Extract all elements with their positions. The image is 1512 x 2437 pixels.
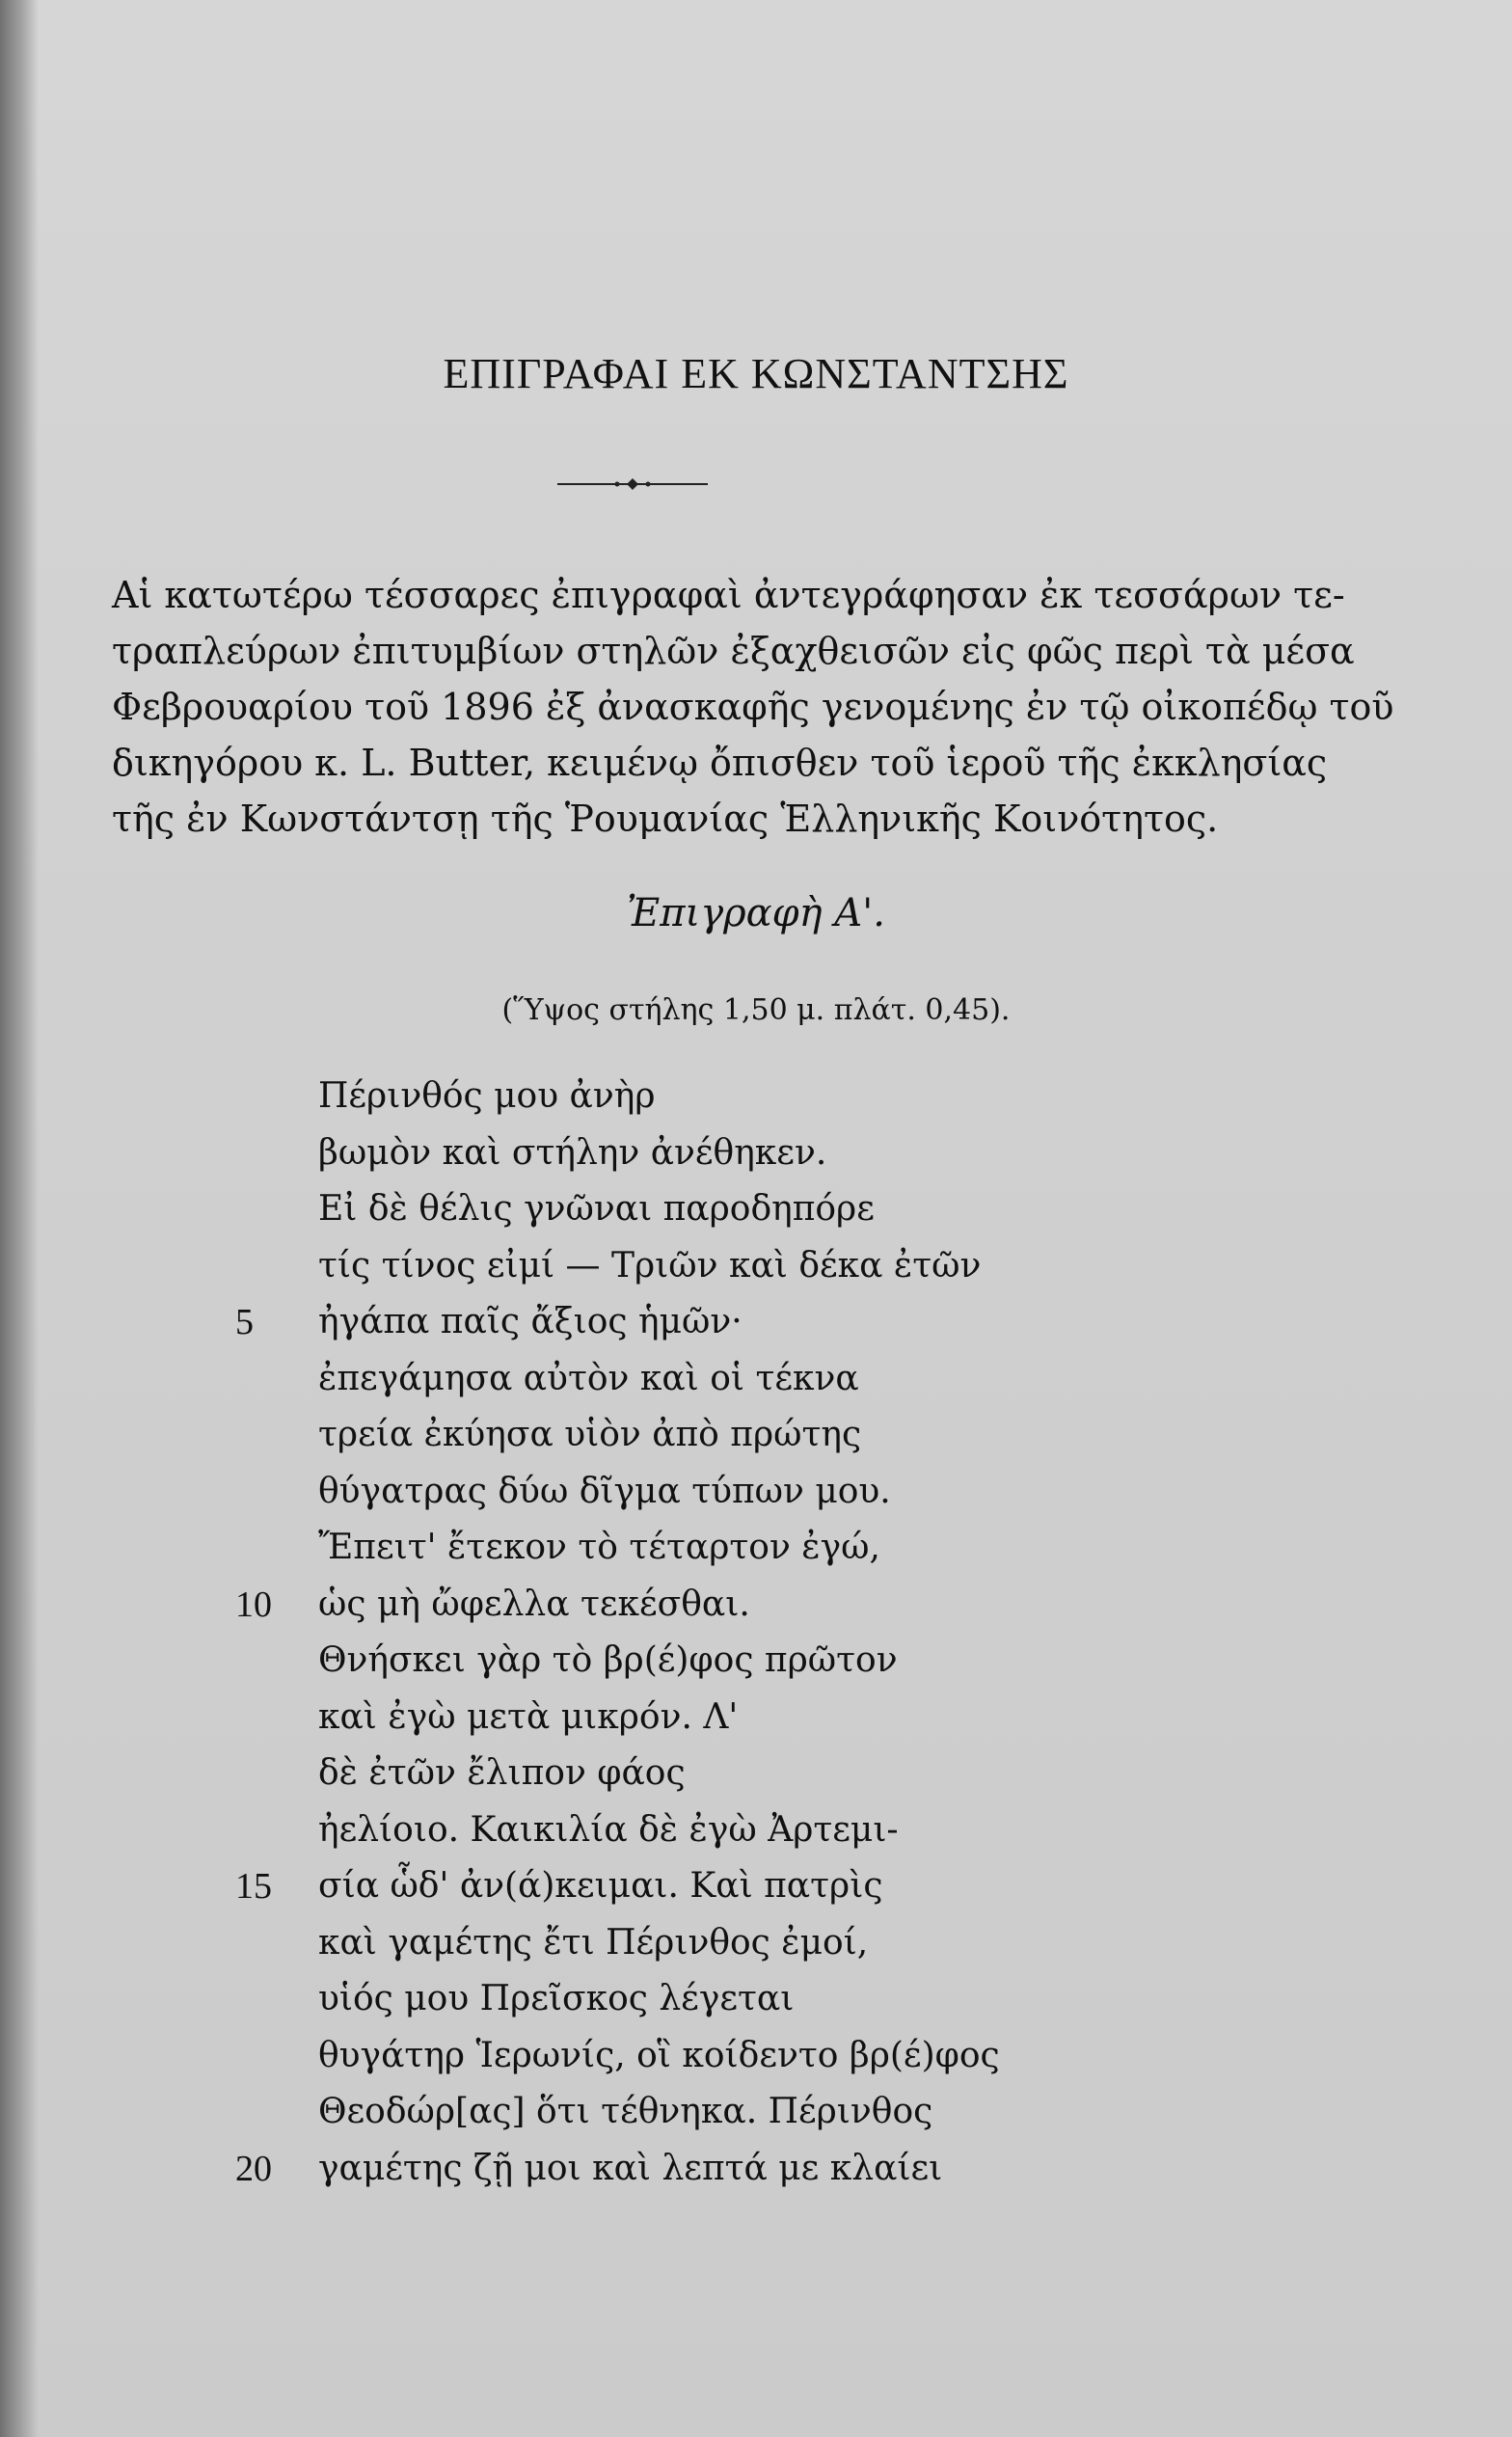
verse-number: 5 — [235, 1302, 254, 1342]
verse-text: υἱός μου Πρεῖσκος λέγεται — [318, 1979, 795, 2018]
verse-line — [0, 1181, 1512, 1238]
verse-line — [0, 1520, 1512, 1577]
verse-text: Πέρινθός μου ἀνὴρ — [318, 1076, 656, 1116]
verse-text: βωμὸν καὶ στήλην ἀνέθηκεν. — [318, 1132, 827, 1173]
intro-line: Αἱ κατωτέρω τέσσαρες ἐπιγραφαὶ ἀντεγράφησαν ἐκ τεσσάρων τε- — [112, 574, 1345, 616]
verse-text: δὲ ἐτῶν ἔλιπον φάος — [318, 1753, 686, 1793]
verse-line — [0, 1915, 1512, 1972]
verse-text: ἠελίοιο. Καικιλία δὲ ἐγὼ Ἀρτεμι- — [318, 1809, 899, 1850]
verse-text: Θνήσκει γὰρ τὸ βρ(έ)φος πρῶτον — [318, 1640, 898, 1680]
verse-line — [0, 1464, 1512, 1521]
introduction-paragraph — [112, 567, 1394, 847]
verse-line — [0, 1971, 1512, 2028]
verse-text: σία ὧδ' ἀν(ά)κειμαι. Καὶ πατρὶς — [318, 1866, 883, 1906]
inscription-dimensions: (Ὕψος στήλης 1,50 μ. πλάτ. 0,45). — [501, 993, 1011, 1027]
verse-text: Ἔπειτ' ἔτεκον τὸ τέταρτον ἐγώ, — [318, 1528, 880, 1567]
verse-line — [0, 1746, 1512, 1802]
verse-number: 20 — [235, 2148, 272, 2189]
verse-line — [0, 1858, 1512, 1915]
verse-line — [0, 2141, 1512, 2198]
verse-line — [0, 1407, 1512, 1464]
verse-text: Θεοδώρ[ας] ὅτι τέθνηκα. Πέρινθος — [318, 2092, 933, 2131]
verse-number: 15 — [235, 1866, 272, 1907]
verse-text: τρεία ἐκύησα υἱὸν ἀπὸ πρώτης — [318, 1415, 862, 1454]
verse-line — [0, 1633, 1512, 1690]
verse-text: καὶ γαμέτης ἔτι Πέρινθος ἐμοί, — [318, 1922, 869, 1963]
verse-line — [0, 2028, 1512, 2085]
verse-line — [0, 1351, 1512, 1408]
verse-text: Εἰ δὲ θέλις γνῶναι παροδηπόρε — [318, 1189, 875, 1229]
verse-text: ἠγάπα παῖς ἄξιος ἡμῶν· — [318, 1302, 742, 1341]
verse-line — [0, 1690, 1512, 1747]
verse-text: γαμέτης ζῇ μοι καὶ λεπτά με κλαίει — [318, 2148, 943, 2188]
verse-line — [0, 1577, 1512, 1634]
verse-text: θύγατρας δύω δῖγμα τύπων μου. — [318, 1471, 891, 1511]
verse-text: καὶ ἐγὼ μετὰ μικρόν. Λ' — [318, 1696, 739, 1737]
verse-text: ὡς μὴ ὤφελλα τεκέσθαι. — [318, 1584, 750, 1624]
verse-line — [0, 1069, 1512, 1125]
inscription-heading: Ἐπιγραφὴ Α'. — [627, 891, 885, 935]
verse-line — [0, 1238, 1512, 1295]
verse-text: θυγάτηρ Ἱερωνίς, οἳ κοίδεντο βρ(έ)φος — [318, 2035, 1000, 2075]
ornament-divider — [557, 474, 708, 494]
intro-line: δικηγόρου κ. L. Butter, κειμένῳ ὄπισθεν τοῦ ἱεροῦ τῆς ἐκκλησίας — [112, 742, 1328, 784]
verse-line — [0, 1125, 1512, 1182]
inscription-text — [0, 1069, 1512, 2197]
intro-line: Φεβρουαρίου τοῦ 1896 ἐξ ἀνασκαφῆς γενομένης ἐν τῷ οἰκοπέδῳ τοῦ — [112, 686, 1394, 728]
intro-line: τῆς ἐν Κωνστάντσῃ τῆς Ῥουμανίας Ἑλληνικῆς Κοινότητος. — [112, 798, 1219, 840]
verse-number: 10 — [235, 1584, 272, 1625]
verse-text: ἐπεγάμησα αὐτὸν καὶ οἱ τέκνα — [318, 1358, 859, 1398]
intro-line: τραπλεύρων ἐπιτυμβίων στηλῶν ἐξαχθεισῶν εἰς φῶς περὶ τὰ μέσα — [112, 630, 1355, 672]
verse-line — [0, 1802, 1512, 1859]
page-title: ΕΠΙΓΡΑΦΑΙ ΕΚ ΚΩΝΣΤΑΝΤΣΗΣ — [443, 350, 1069, 397]
verse-line — [0, 1294, 1512, 1351]
verse-text: τίς τίνος εἰμί — Τριῶν καὶ δέκα ἐτῶν — [318, 1245, 982, 1286]
verse-line — [0, 2084, 1512, 2141]
